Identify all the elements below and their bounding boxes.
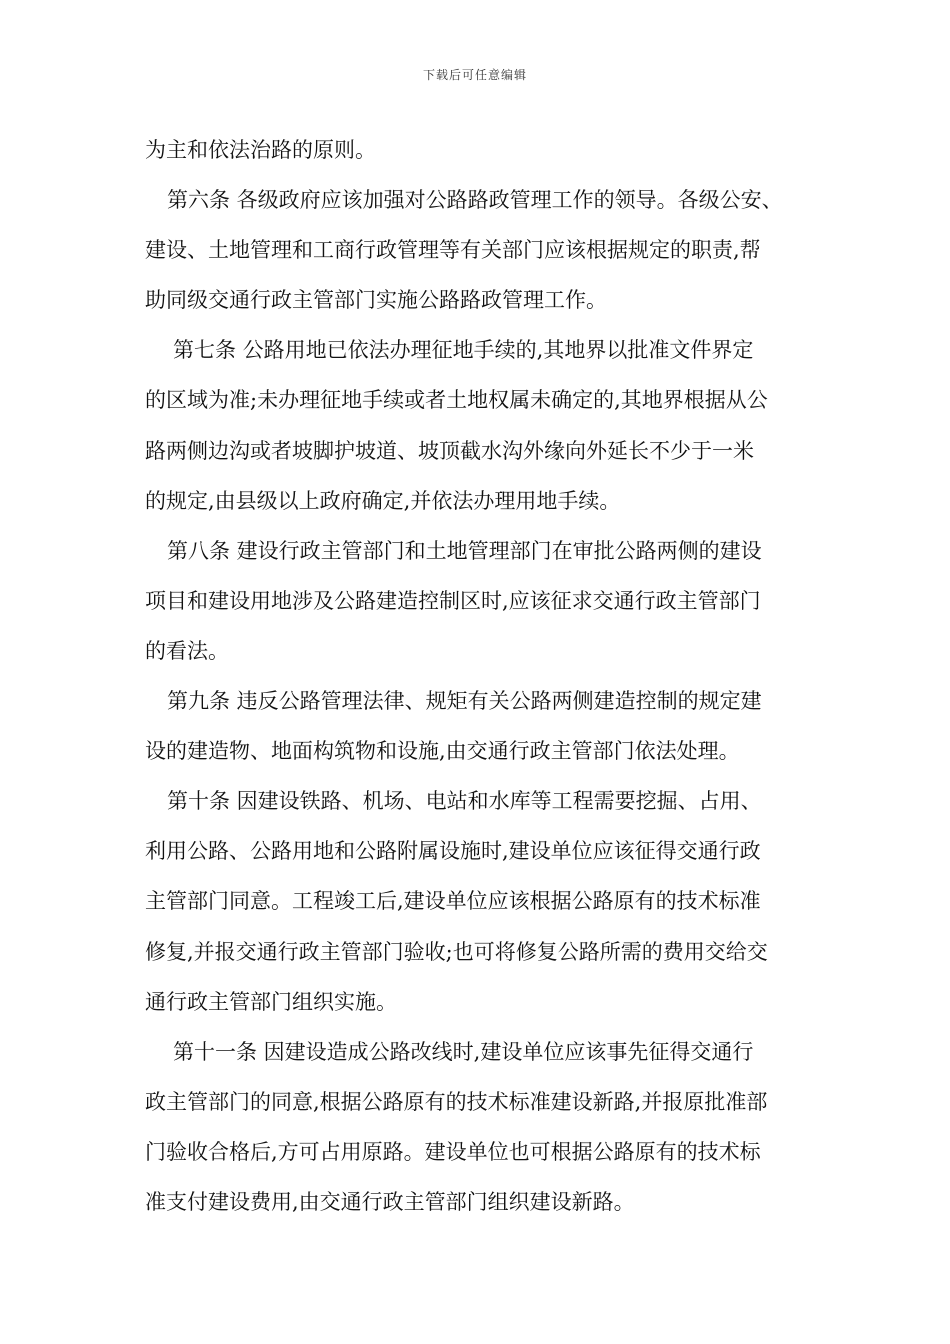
text-line: 第七条 公路用地已依法办理征地手续的,其地界以批准文件界定 — [173, 338, 754, 363]
text-line: 第六条 各级政府应该加强对公路路政管理工作的领导。各级公安、 — [167, 188, 783, 213]
text-line: 路两侧边沟或者坡脚护坡道、坡顶截水沟外缘向外延长不少于一米 — [145, 438, 754, 463]
text-line: 助同级交通行政主管部门实施公路路政管理工作。 — [145, 288, 607, 313]
text-line: 的区域为准;未办理征地手续或者土地权属未确定的,其地界根据从公 — [145, 388, 768, 413]
text-line: 建设、土地管理和工商行政管理等有关部门应该根据规定的职责,帮 — [145, 238, 761, 263]
text-line: 的看法。 — [145, 638, 229, 663]
text-line: 门验收合格后,方可占用原路。建设单位也可根据公路原有的技术标 — [145, 1139, 761, 1164]
text-line: 修复,并报交通行政主管部门验收;也可将修复公路所需的费用交给交 — [145, 939, 768, 964]
text-line: 利用公路、公路用地和公路附属设施时,建设单位应该征得交通行政 — [145, 839, 761, 864]
text-line: 第十条 因建设铁路、机场、电站和水库等工程需要挖掘、占用、 — [167, 789, 762, 814]
page-header: 下载后可任意编辑 — [422, 68, 527, 82]
text-line: 项目和建设用地涉及公路建造控制区时,应该征求交通行政主管部门 — [145, 588, 761, 613]
text-line: 第九条 违反公路管理法律、规矩有关公路两侧建造控制的规定建 — [167, 689, 762, 714]
text-line: 为主和依法治路的原则。 — [145, 138, 376, 162]
text-line: 通行政主管部门组织实施。 — [145, 989, 397, 1014]
text-line: 第十一条 因建设造成公路改线时,建设单位应该事先征得交通行 — [173, 1039, 754, 1064]
document-body — [145, 131, 815, 1233]
text-line: 政主管部门的同意,根据公路原有的技术标准建设新路,并报原批准部 — [145, 1089, 768, 1114]
text-line: 的规定,由县级以上政府确定,并依法办理用地手续。 — [145, 488, 621, 513]
text-line: 准支付建设费用,由交通行政主管部门组织建设新路。 — [145, 1189, 635, 1214]
text-line: 第八条 建设行政主管部门和土地管理部门在审批公路两侧的建设 — [167, 538, 762, 563]
text-line: 主管部门同意。工程竣工后,建设单位应该根据公路原有的技术标准 — [145, 889, 761, 914]
text-line: 设的建造物、地面构筑物和设施,由交通行政主管部门依法处理。 — [145, 739, 740, 764]
